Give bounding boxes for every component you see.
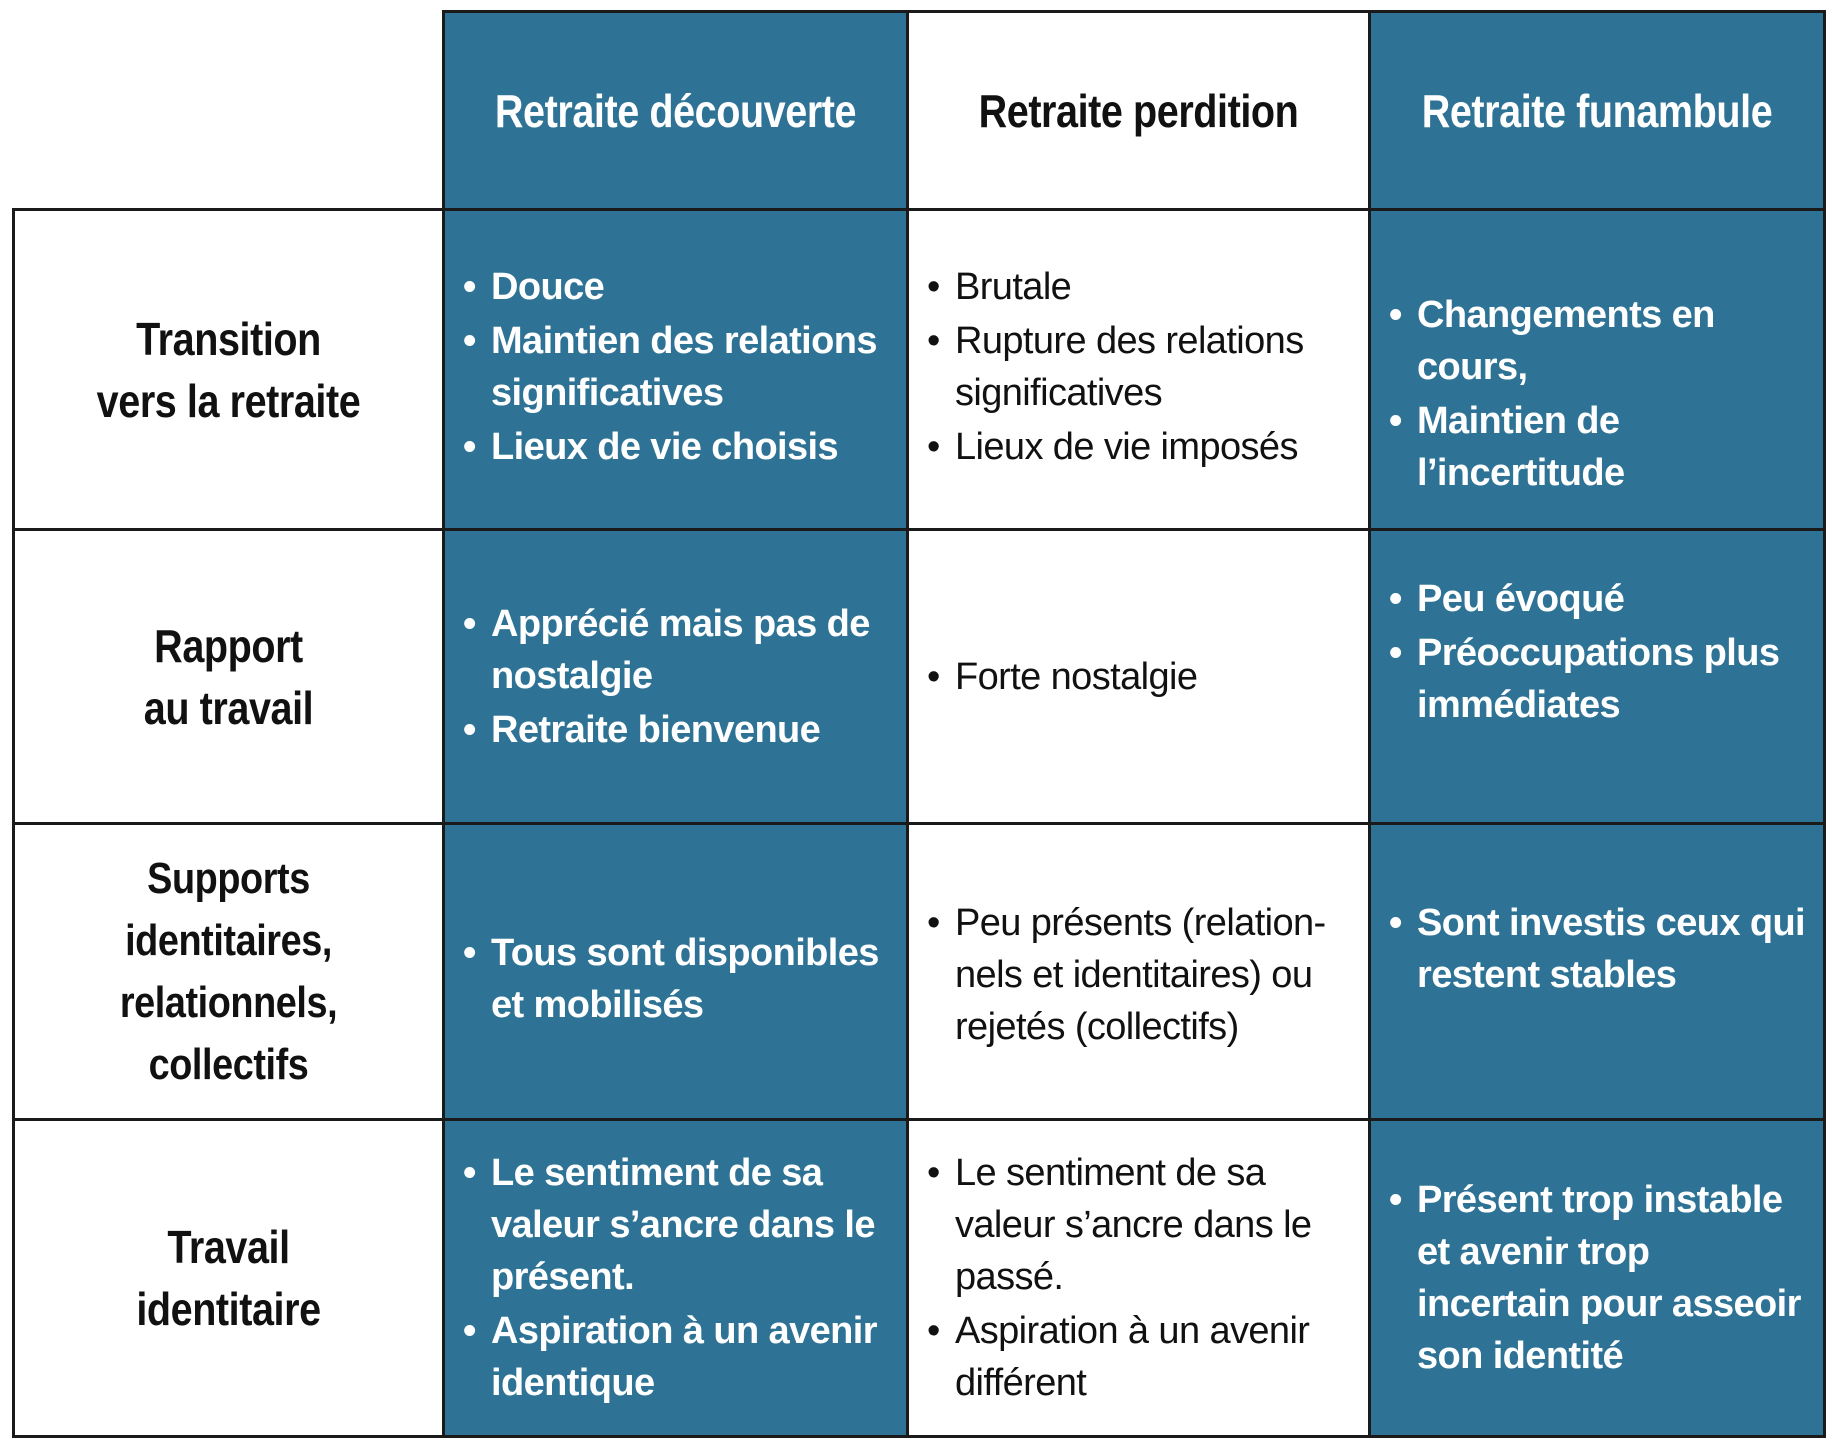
table-cell <box>1368 1118 1826 1438</box>
row-header-supports <box>12 822 445 1121</box>
table-cell <box>906 528 1371 825</box>
table-cell <box>1368 822 1826 1121</box>
row-header-transition <box>12 208 445 531</box>
column-header-label: Retraite découverte <box>494 84 857 137</box>
table-cell <box>442 528 909 825</box>
table-cell <box>442 822 909 1121</box>
bullet-list <box>909 895 1368 1055</box>
column-header-label: Retraite perdition <box>978 84 1299 137</box>
bullet-list <box>1371 895 1823 1003</box>
list-item: • Présent trop instable et avenir trop incertain pour asseoir son identité <box>1389 1174 1809 1382</box>
bullet-list <box>1371 571 1823 733</box>
table-cell <box>1368 528 1826 825</box>
bullet-list <box>909 1145 1368 1411</box>
list-item: • Maintien des relations significatives <box>463 315 892 419</box>
table-cell <box>442 1118 909 1438</box>
list-item: • Sont investis ceux qui restent stables <box>1389 897 1809 1001</box>
list-item: • Aspiration à un avenir différent <box>927 1305 1354 1409</box>
table-cell <box>442 208 909 531</box>
bullet-list <box>445 596 906 758</box>
list-item: • Changements en cours, <box>1389 289 1809 393</box>
bullet-list <box>1371 1172 1823 1384</box>
list-item: • Tous sont disponibles et mobilisés <box>463 927 892 1031</box>
column-header-funambule <box>1368 10 1826 211</box>
row-header-label: Travail identitaire <box>136 1221 321 1335</box>
row-header-travail-identitaire <box>12 1118 445 1438</box>
row-header-label: Transition vers la retraite <box>96 312 361 427</box>
table-cell <box>1368 208 1826 531</box>
row-header-rapport <box>12 528 445 825</box>
list-item: • Peu présents (relation-nels et identitaires) ou rejetés (collectifs) <box>927 897 1354 1053</box>
comparison-table <box>12 10 1826 1438</box>
list-item: • Maintien de l’incertitude <box>1389 395 1809 499</box>
list-item: • Retraite bienvenue <box>463 704 892 756</box>
list-item: • Préoccupations plus immédiates <box>1389 627 1809 731</box>
list-item: • Douce <box>463 261 892 313</box>
list-item: • Forte nostalgie <box>927 651 1354 703</box>
bullet-list <box>909 259 1368 475</box>
list-item: • Le sentiment de sa valeur s’ancre dans le présent. <box>463 1147 892 1303</box>
table-cell <box>906 208 1371 531</box>
list-item: • Aspiration à un avenir identique <box>463 1305 892 1409</box>
list-item: • Peu évoqué <box>1389 573 1809 625</box>
bullet-list <box>445 1145 906 1411</box>
bullet-list <box>909 649 1368 705</box>
column-header-label: Retraite funambule <box>1421 84 1773 137</box>
bullet-list <box>445 925 906 1033</box>
list-item: • Brutale <box>927 261 1354 313</box>
column-header-perdition <box>906 10 1371 211</box>
list-item: • Lieux de vie choisis <box>463 421 892 473</box>
list-item: • Lieux de vie imposés <box>927 421 1354 473</box>
list-item: • Apprécié mais pas de nostalgie <box>463 598 892 702</box>
column-header-decouverte <box>442 10 909 211</box>
table-cell <box>906 1118 1371 1438</box>
row-header-label: Rapport au travail <box>143 619 314 734</box>
row-header-label: Supports identitaires, relationnels, collectifs <box>119 853 338 1089</box>
table-cell <box>906 822 1371 1121</box>
list-item: • Rupture des relations significatives <box>927 315 1354 419</box>
bullet-list <box>445 259 906 475</box>
bullet-list <box>1371 287 1823 501</box>
list-item: • Le sentiment de sa valeur s’ancre dans le passé. <box>927 1147 1354 1303</box>
